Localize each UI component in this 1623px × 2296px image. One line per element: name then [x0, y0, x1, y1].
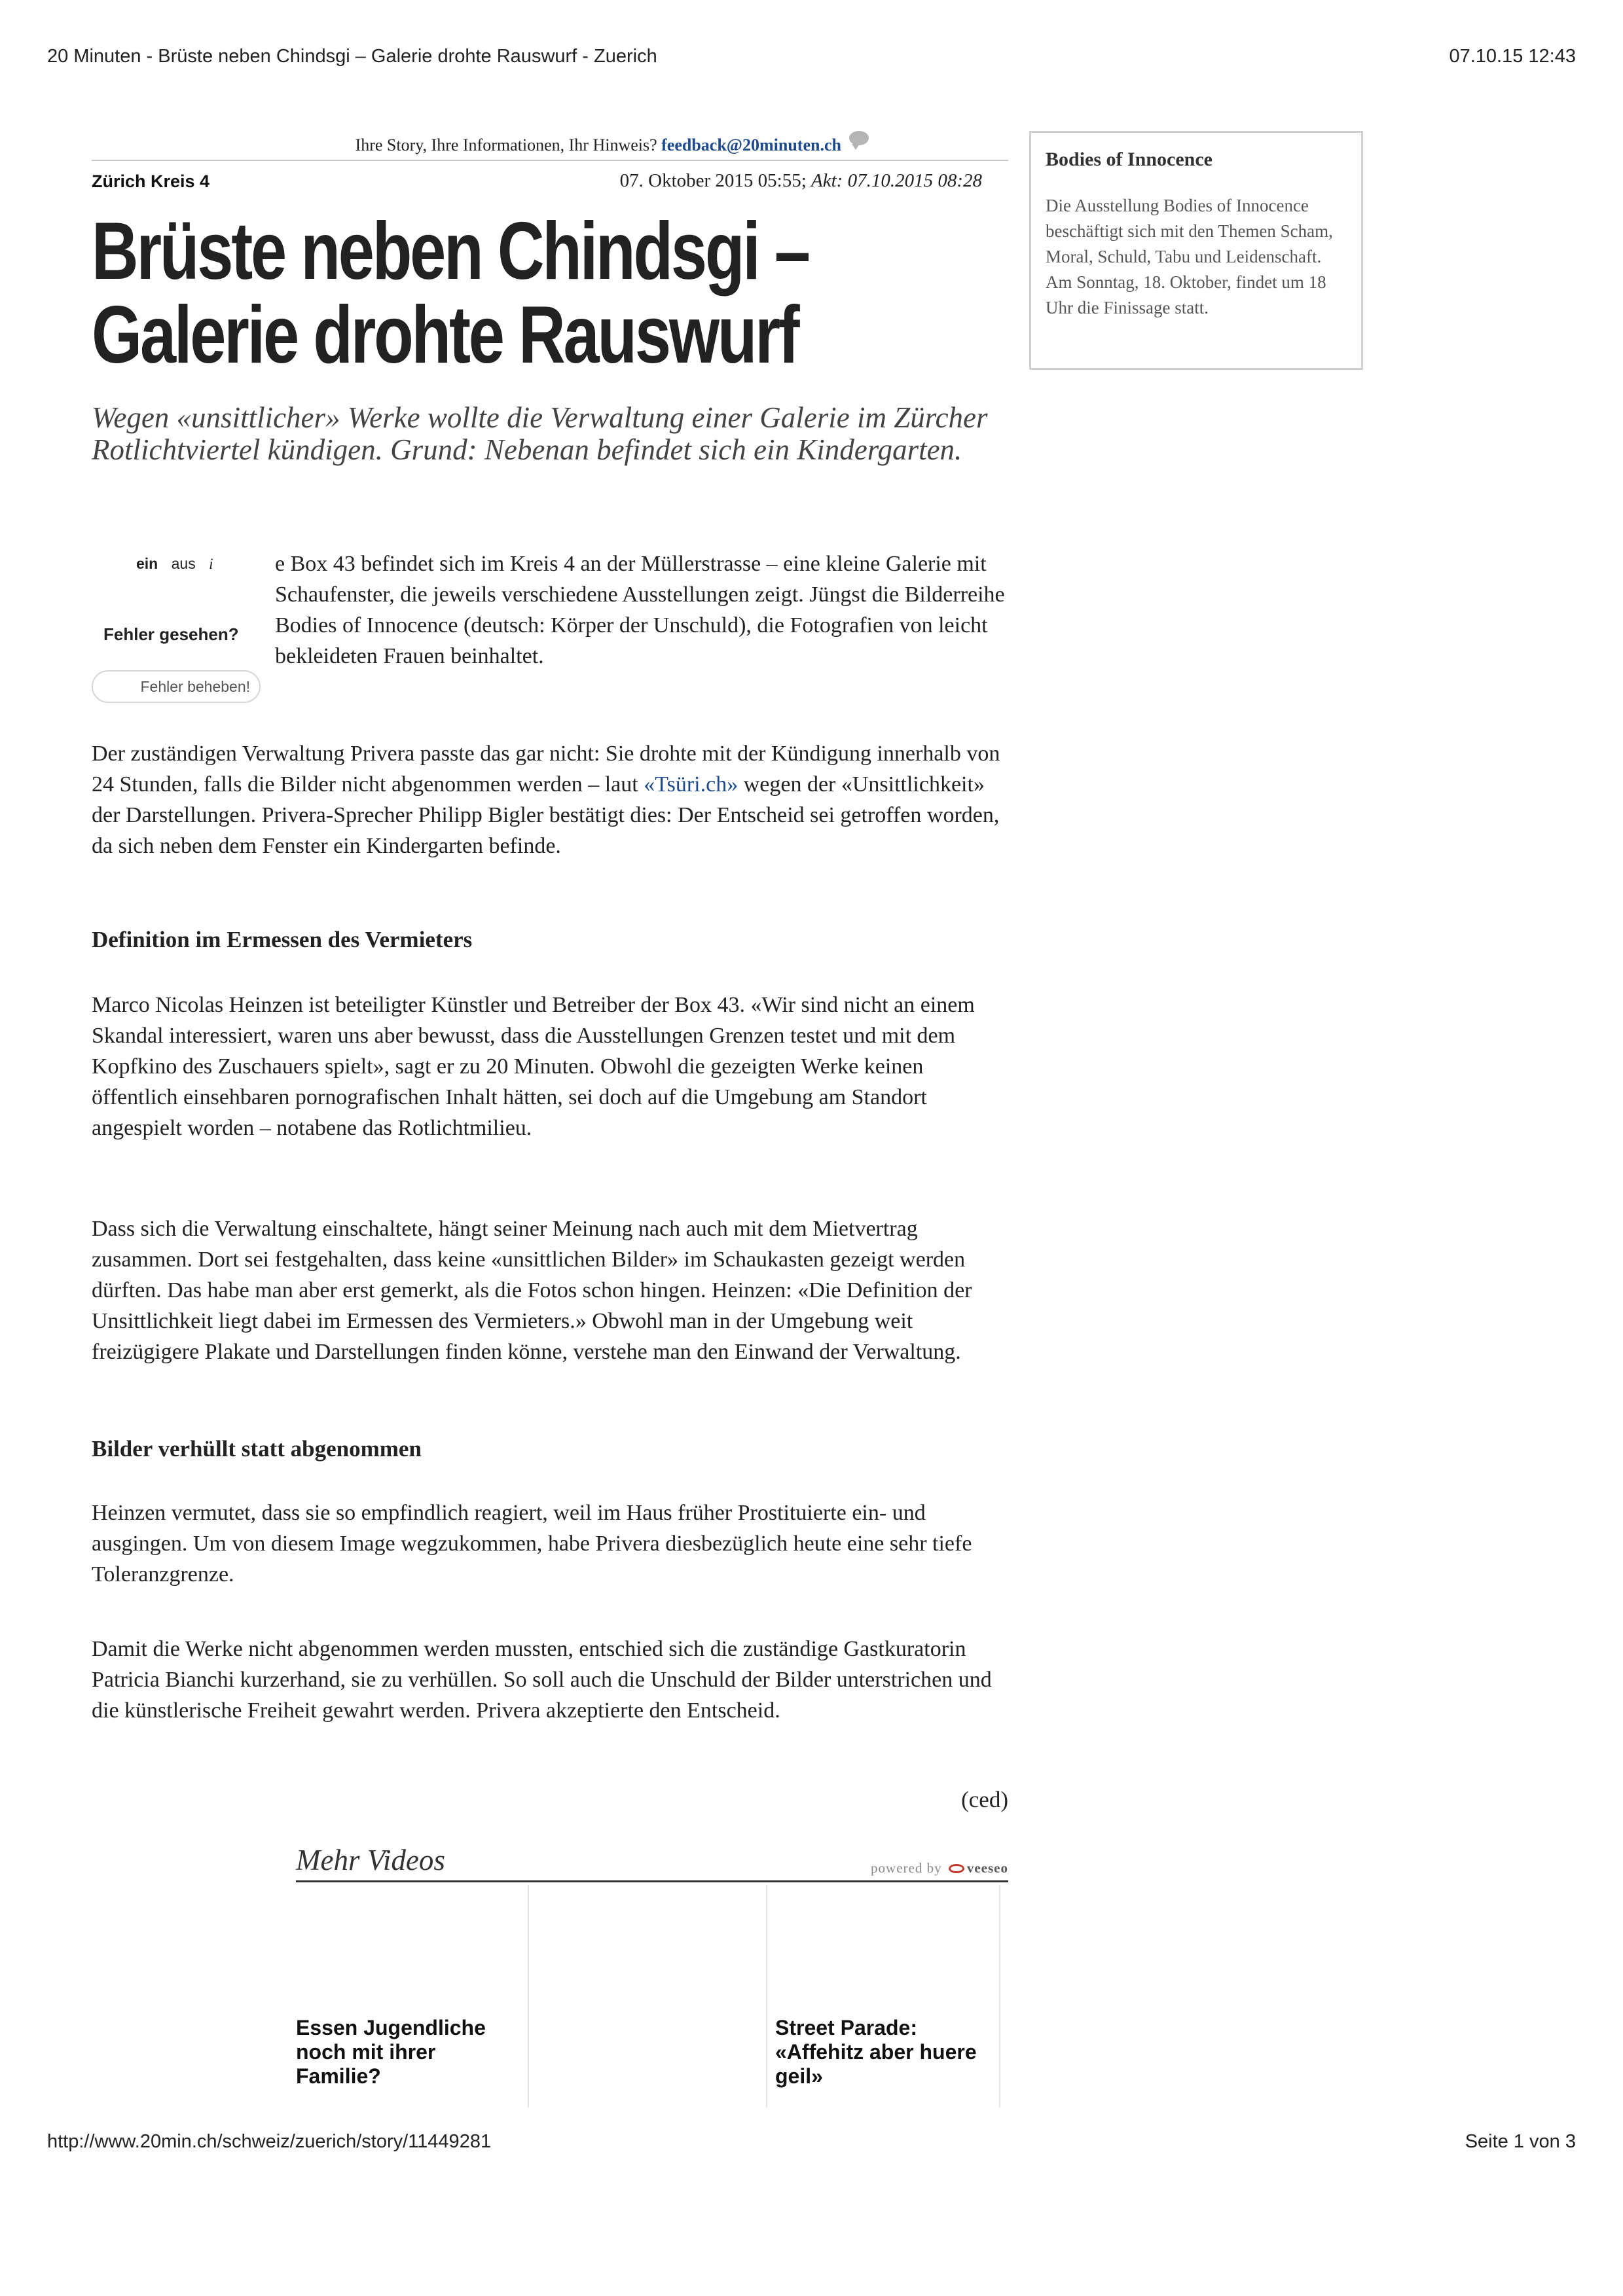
article-headline: [92, 206, 1008, 380]
veeseo-eye-icon: [949, 1864, 964, 1873]
video-title[interactable]: Essen Jugendliche noch mit ihrer Familie?: [296, 2016, 486, 2088]
feedback-prompt: Ihre Story, Ihre Informationen, Ihr Hinweis?: [355, 135, 657, 154]
toggle-on[interactable]: ein: [136, 555, 158, 572]
feedback-bar: [92, 131, 1008, 161]
updated-date: Akt: 07.10.2015 08:28: [811, 170, 982, 191]
article-paragraph-2: Marco Nicolas Heinzen ist beteiligter Künstler und Betreiber der Box 43. «Wir sind nicht an einem Skandal interessiert, waren uns aber bewusst, dass die Ausstellungen Grenzen testet und mit dem Kopfkino des Zuschauers spielt», sagt er zu 20 Minuten. Obwohl die gezeigten Werke keinen öffentlich einsehbaren pornografischen Inhalt hätten, sei doch auf die Umgebung am Standort angespielt worden – notabene das Rotlichtmilieu.: [92, 993, 975, 1140]
toggle-off[interactable]: aus: [171, 555, 196, 572]
article-meta: [92, 171, 1008, 198]
error-question: Fehler gesehen?: [103, 624, 239, 644]
article-column: [92, 0, 1008, 2296]
article-author: (ced): [961, 1787, 1008, 1812]
error-report-widget: [92, 548, 263, 706]
video-item[interactable]: [529, 1885, 767, 2108]
feedback-email-link[interactable]: feedback@20minuten.ch: [661, 135, 841, 154]
article-paragraph-4: Heinzen vermutet, dass sie so empfindlich reagiert, weil im Haus früher Prostituierte ein- und ausgingen. Um von diesem Image wegzukommen, habe Privera diesbezüglich heute eine sehr tiefe Toleranzgrenze.: [92, 1501, 972, 1587]
print-url: http://www.20min.ch/schweiz/zuerich/story/11449281: [47, 2131, 492, 2152]
article-location[interactable]: Zürich Kreis 4: [92, 171, 210, 191]
info-box-title: Bodies of Innocence: [1046, 149, 1213, 170]
article-date: [620, 170, 982, 192]
print-title: 20 Minuten - Brüste neben Chindsgi – Galerie drohte Rauswurf - Zuerich: [47, 46, 657, 67]
videos-header: [296, 1833, 1008, 1882]
headline-line-1: Brüste neben Chindsgi –: [92, 206, 809, 296]
fix-error-button[interactable]: Fehler beheben!: [92, 670, 261, 703]
powered-by[interactable]: [871, 1860, 1008, 1876]
error-toggle: [136, 555, 223, 573]
article-paragraph-5: Damit die Werke nicht abgenommen werden mussten, entschied sich die zuständige Gastkuratorin Patricia Bianchi kurzerhand, sie zu verhüllen. So soll auch die Unschuld der Bilder unterstrichen und die künstlerische Freiheit gewahrt werden. Privera akzeptierte den Entscheid.: [92, 1637, 992, 1723]
tsueri-link[interactable]: «Tsüri.ch»: [644, 772, 739, 797]
publish-date: 07. Oktober 2015 05:55;: [619, 170, 807, 191]
article-lead: Wegen «unsittlicher» Werke wollte die Verwaltung einer Galerie im Zürcher Rotlichtviertel kündigen. Grund: Nebenan befindet sich ein Kindergarten.: [92, 401, 988, 466]
print-footer: [47, 2131, 1576, 2153]
paragraph-1-start: Der zuständigen Verwaltung Privera passte das gar nicht: Sie drohte mit der Kündigung innerhalb von 24 Stunden, falls die Bilder nicht abgenommen werden – laut: [92, 742, 1000, 797]
article-paragraph-3: Dass sich die Verwaltung einschaltete, hängt seiner Meinung nach auch mit dem Mietvertrag zusammen. Dort sei festgehalten, dass keine «unsittlichen Bilder» im Schaukasten gezeigt werden dürften. Das habe man aber erst gemerkt, als die Fotos schon hingen. Heinzen: «Die Definition der Unsittlichkeit liegt dabei im Ermessen des Vermieters.» Obwohl man in der Umgebung weit freizügigere Plakate und Darstellungen finden könne, verstehe man den Einwand der Verwaltung.: [92, 1217, 972, 1364]
info-box-bodies-of-innocence: [1029, 131, 1363, 370]
paragraph-1-end: wegen der «Unsittlichkeit» der Darstellungen. Privera-Sprecher Philipp Bigler bestätigt dies: Der Entscheid sei getroffen worden, da sich neben dem Fenster ein Kindergarten befinde.: [92, 772, 1000, 858]
more-videos-section: [296, 1833, 1008, 2108]
article-paragraph-1: [92, 738, 1008, 861]
speech-bubble-icon[interactable]: [849, 131, 869, 145]
video-title[interactable]: Street Parade: «Affehitz aber huere geil»: [775, 2016, 977, 2088]
headline-line-2: Galerie drohte Rauswurf: [92, 290, 798, 380]
videos-title: Mehr Videos: [296, 1844, 445, 1876]
article-intro: e Box 43 befindet sich im Kreis 4 an der Müllerstrasse – eine kleine Galerie mit Schaufenster, die jeweils verschiedene Ausstellungen zeigt. Jüngst die Bilderreihe Bodies of Innocence (deutsch: Körper der Unschuld), die Fotografien von leicht bekleideten Frauen beinhaltet.: [275, 552, 1005, 668]
veeseo-brand: veeseo: [966, 1860, 1008, 1876]
info-box-text: Die Ausstellung Bodies of Innocence beschäftigt sich mit den Themen Scham, Moral, Schuld, Tabu und Leidenschaft. Am Sonntag, 18. Oktober, findet um 18 Uhr die Finissage statt.: [1046, 196, 1333, 317]
subhead-definition: Definition im Ermessen des Vermieters: [92, 927, 473, 952]
subhead-verhuellt: Bilder verhüllt statt abgenommen: [92, 1436, 422, 1462]
print-page-number: Seite 1 von 3: [1465, 2131, 1576, 2152]
powered-by-label: powered by: [871, 1860, 942, 1876]
video-item[interactable]: [767, 1885, 1000, 2108]
info-icon[interactable]: i: [209, 556, 213, 572]
video-item[interactable]: [296, 1885, 529, 2108]
print-datetime: 07.10.15 12:43: [1449, 46, 1576, 67]
